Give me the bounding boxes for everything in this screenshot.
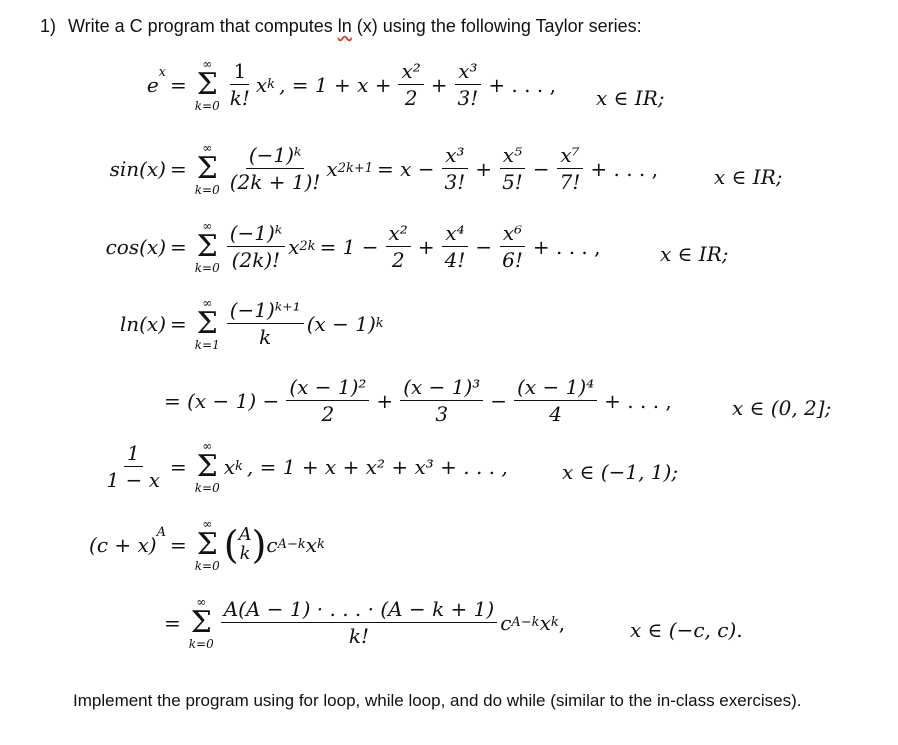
cos-lhs: cos(x) — [105, 235, 166, 259]
binom-lhs: (c + x) A — [89, 525, 166, 557]
ln-lhs: ln(x) — [119, 312, 166, 336]
cos-series: cos(x) = ∞ Σ k=0 $\frac{\text{(−1)ᵏ}}{(2k)!}$ x 2k = 1 − $\frac{\text{x²}}{2}$ + $\frac{\text{x⁴}}{4!}$ − $\frac{\text{x⁶}}{6!}$ + . . . , — [92, 220, 605, 274]
cos-condition: x ∈ IR; — [660, 242, 729, 266]
ln-condition: x ∈ (0, 2]; — [732, 396, 832, 420]
heading-text-before: Write a C program that computes — [68, 16, 338, 36]
binom-condition: x ∈ (−c, c). — [630, 618, 743, 642]
sum-symbol: ∞ Σ k=0 — [194, 141, 220, 197]
geometric-series: $\frac{1}{1 - x}$ = ∞ Σ k=0 x k , = 1 + x + x² + x³ + . . . , — [96, 440, 512, 494]
exp-series: e x = ∞ Σ k=0 $\frac{1}{k!}$ x k , = 1 + x + $\frac{\text{x²}}{2}$ + $\frac{\text{x³}}{3!}$ + . . . , — [130, 58, 560, 112]
binomial-coefficient: ( A k ) — [223, 523, 267, 567]
binom-general-term: $\frac{A(A - 1) \cdot . . . \cdot (A - k + 1)}{k!}$ — [221, 598, 497, 648]
sum-symbol: ∞ Σ k=0 — [188, 595, 214, 651]
exp-term-3: $\frac{\text{x³}}{3!}$ — [455, 60, 482, 110]
sin-condition: x ∈ IR; — [714, 165, 783, 189]
sum-symbol: ∞ Σ k=1 — [194, 296, 220, 352]
question-number: 1) — [40, 16, 57, 36]
binomial-expansion: = ∞ Σ k=0 $\frac{A(A - 1) \cdot . . . \cdot (A - k + 1)}{k!}$ c A−k x k , — [164, 595, 566, 651]
sum-symbol: ∞ Σ k=0 — [194, 219, 220, 275]
exp-term-2: $\frac{\text{x²}}{2}$ — [398, 60, 423, 110]
sum-symbol: ∞ Σ k=0 — [194, 57, 220, 113]
sin-coef-fraction: $\frac{\text{(−1)ᵏ}}{(2k + 1)!}$ — [229, 143, 321, 194]
question-heading — [40, 16, 642, 37]
sin-lhs: sin(x) — [109, 157, 166, 181]
sin-series: sin(x) = ∞ Σ k=0 $\frac{\text{(−1)ᵏ}}{(2k + 1)!}$ x 2k+1 = x − $\frac{\text{x³}}{3!}$ + $\frac{\text{x⁵}}{5!}$ − $\frac{\text{x⁷}}{7!}$ + . . . , — [94, 142, 662, 196]
geom-lhs-fraction: $\frac{1}{1 - x}$ — [106, 441, 160, 492]
instruction-text: Implement the program using for loop, while loop, and do while (similar to the in-class exercises). — [73, 691, 802, 710]
exp-lhs: e x — [146, 65, 166, 97]
heading-text-after: (x) using the following Taylor series: — [351, 16, 642, 36]
exp-coef-fraction: $\frac{1}{k!}$ — [229, 59, 250, 110]
ln-series: ln(x) = ∞ Σ k=1 $\frac{\text{(−1)ᵏ⁺¹}}{k}$ (x − 1) k — [104, 297, 384, 351]
exp-condition: x ∈ IR; — [596, 86, 665, 110]
heading-ln-word: ln — [337, 16, 352, 36]
binomial-series: (c + x) A = ∞ Σ k=0 ( A k ) c A−k x k — [70, 518, 325, 572]
geom-condition: x ∈ (−1, 1); — [562, 460, 679, 484]
sum-symbol: ∞ Σ k=0 — [194, 439, 220, 495]
ln-expansion: = (x − 1) − $\frac{\text{(x − 1)²}}{2}$ + $\frac{\text{(x − 1)³}}{3}$ − $\frac{\text{(x − 1)⁴}}{4}$ + . . . , — [164, 375, 672, 426]
sum-symbol: ∞ Σ k=0 — [194, 517, 220, 573]
